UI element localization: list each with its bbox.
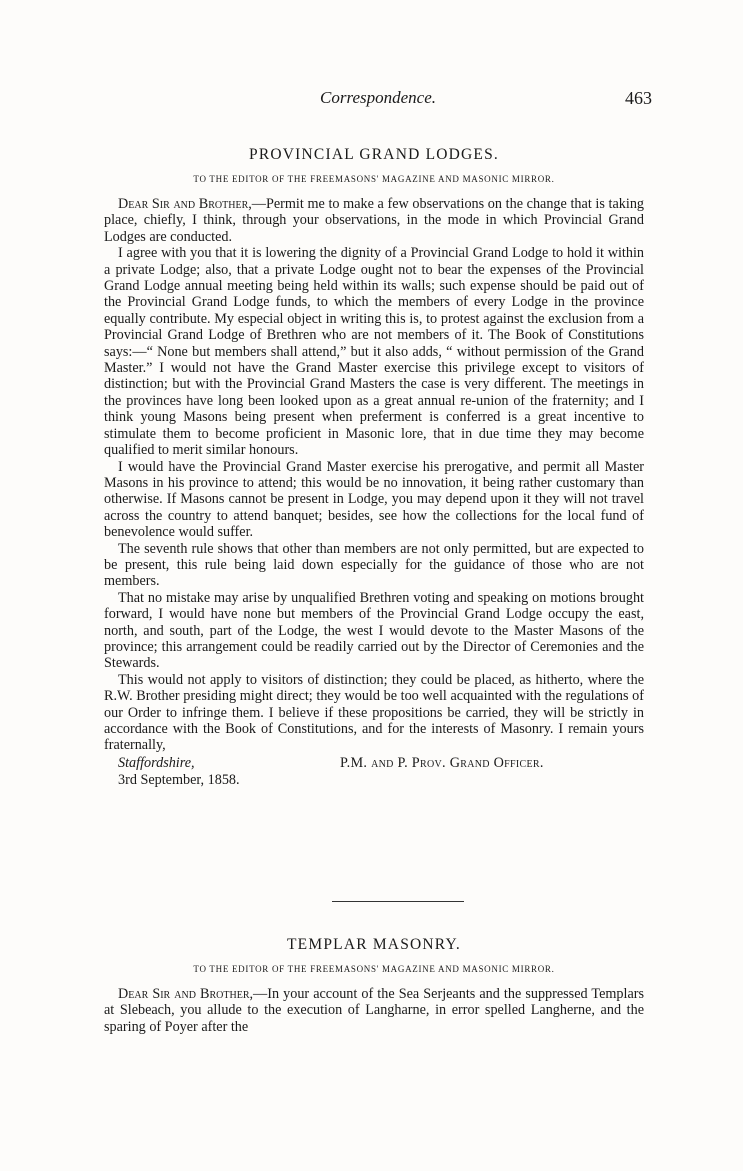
article-subheading: TO THE EDITOR OF THE FREEMASONS' MAGAZINE AND MASONIC MIRROR. [193,964,555,974]
paragraph-text: —In your account of the Sea Serjeants and the suppressed Templars at Slebeach, you allude to the execution of Langharne, in error spelled Langherne, and the sparing of Poyer after the [104,986,644,1035]
paragraph: That no mistake may arise by unqualified Brethren voting and speaking on motions brought forward, I would have none but members of the Provincial Grand Lodge occupy the east, north, and south, part of the Lodge, the west I would devote to the Master Masons of the province; this arrangement could be readily carried out by the Director of Ceremonies and the Stewards. [104,589,644,672]
paragraph [104,196,644,245]
salutation: Dear Sir and Brother, [118,986,254,1002]
paragraph: The seventh rule shows that other than members are not only permitted, but are expected to be present, this rule being laid down especially for the guidance of those who are not members. [104,540,644,590]
running-head [104,88,652,112]
paragraph: This would not apply to visitors of distinction; they could be placed, as hitherto, where the R.W. Brother presiding might direct; they would be too well acquainted with the regulations of our Order to infringe them. I believe if these propositions be carried, they will be strictly in accordance with the Book of Constitutions, and for the interests of Masonry. I remain yours fraternally, [104,671,644,754]
page-number: 463 [625,88,652,108]
paragraph: I would have the Provincial Grand Master exercise his prerogative, and permit all Master Masons in his province to attend; this would be no innovation, it being rather customary than otherwise. If Masons cannot be present in Lodge, you may depend upon it they will not travel across the country to attend banquet; besides, see how the collections for the local fund of benevolence would suffer. [104,458,644,541]
article-subheading: TO THE EDITOR OF THE FREEMASONS' MAGAZINE AND MASONIC MIRROR. [193,174,555,184]
signoff-place: Staffordshire, [118,754,195,771]
article-templar-masonry [104,936,644,1035]
paragraph-text: —Permit me to make a few observations on the change that is taking place, chiefly, I think, through your observations, in the mode in which Provincial Grand Lodges are conducted. [104,196,645,245]
running-title: Correspondence. [320,88,436,107]
signature: P.M. and P. Prov. Grand Officer. [340,754,544,771]
paragraph [104,986,644,1035]
article-provincial-grand-lodges [104,146,644,791]
section-divider [332,901,464,902]
article-heading: TEMPLAR MASONRY. [287,936,461,953]
article-heading: PROVINCIAL GRAND LODGES. [249,146,499,163]
signoff [104,755,644,791]
salutation: Dear Sir and Brother, [118,196,252,212]
paragraph: I agree with you that it is lowering the dignity of a Provincial Grand Lodge to hold it within a private Lodge; also, that a private Lodge ought not to bear the expenses of the Provincial Grand Lodge annual meeting being held within its walls; such expense should be paid out of the Provincial Grand Lodge funds, to which the members of every Lodge in the province equally contribute. My especial object in writing this is, to protest against the exclusion from a Provincial Grand Lodge of Brethren who are not members of it. The Book of Constitutions says:—“ None but members shall attend,” but it also adds, “ without permission of the Grand Master.” I would not have the Grand Master exercise this privilege except to visitors of distinction; but with the Provincial Grand Masters the case is very different. The meetings in the provinces have long been looked upon as a great annual re-union of the fraternity; and I think young Masons being present when preferment is conferred is a great incentive to stimulate them to become proficient in Masonic lore, that in due time they may become qualified to merit similar honours. [104,245,644,459]
signoff-date: 3rd September, 1858. [118,771,240,788]
